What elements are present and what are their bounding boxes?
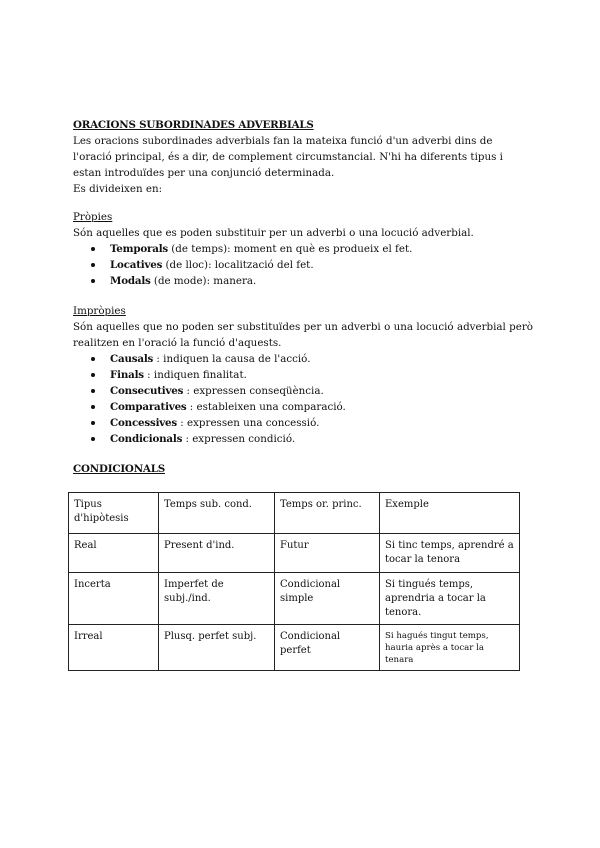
- impropies-heading: Impròpies: [73, 305, 126, 317]
- impropies-description: Són aquelles que no poden ser substituïdes per un adverbi o una locució adverbial però realitzen en l'oració la funció d'aquests.: [73, 321, 533, 349]
- table-cell: Incerta: [69, 573, 159, 625]
- list-item-text: : estableixen una comparació.: [186, 401, 346, 413]
- list-item-text: (de mode): manera.: [150, 275, 257, 287]
- section-impropies: [73, 303, 533, 447]
- condicionals-table: [68, 492, 520, 671]
- table-header-cell: Exemple: [380, 493, 520, 534]
- propies-list: [73, 241, 533, 289]
- table-cell: Si hagués tingut temps, hauria après a tocar la tenara: [380, 625, 520, 671]
- intro-paragraph: Les oracions subordinades adverbials fan la mateixa funció d'un adverbi dins de l'oració principal, és a dir, de complement circumstancial. N'hi ha diferents tipus i estan introduïdes per una conjunció determinada.: [73, 135, 503, 179]
- list-item-text: : indiquen finalitat.: [143, 369, 247, 381]
- table-cell: Real: [69, 534, 159, 573]
- list-item-term: Consecutives: [110, 385, 184, 397]
- list-item-text: : expressen condició.: [182, 433, 296, 445]
- intro-paragraph-2: Es divideixen en:: [73, 183, 163, 195]
- propies-description: Són aquelles que es poden substituir per un adverbi o una locució adverbial.: [73, 227, 474, 239]
- list-item-text: (de lloc): localització del fet.: [162, 259, 314, 271]
- list-item-term: Concessives: [110, 417, 178, 429]
- table-cell: Si tinc temps, aprendré a tocar la tenora: [380, 534, 520, 573]
- list-item-text: : indiquen la causa de l'acció.: [153, 353, 311, 365]
- list-item-term: Finals: [110, 369, 144, 381]
- section-condicionals: [73, 461, 533, 477]
- list-item-term: Temporals: [110, 243, 169, 255]
- list-item-text: (de temps): moment en què es produeix el fet.: [168, 243, 413, 255]
- table-row: [69, 534, 520, 573]
- list-item-term: Condicionals: [110, 433, 183, 445]
- table-header-cell: Temps sub. cond.: [159, 493, 275, 534]
- table-header-cell: Temps or. princ.: [275, 493, 380, 534]
- section-title: ORACIONS SUBORDINADES ADVERBIALS: [73, 119, 314, 131]
- impropies-list: [73, 351, 533, 447]
- table-cell: Present d'ind.: [159, 534, 275, 573]
- list-item: [73, 257, 533, 273]
- list-item-term: Locatives: [110, 259, 163, 271]
- list-item: [73, 383, 533, 399]
- table-header-cell: Tipus d'hipòtesis: [69, 493, 159, 534]
- list-item: [73, 351, 533, 367]
- table-row: [69, 573, 520, 625]
- list-item: [73, 367, 533, 383]
- table-cell: Futur: [275, 534, 380, 573]
- table-cell: Condicional simple: [275, 573, 380, 625]
- propies-heading: Pròpies: [73, 211, 113, 223]
- list-item: [73, 399, 533, 415]
- table-header-row: [69, 493, 520, 534]
- list-item: [73, 415, 533, 431]
- table-cell: Imperfet de subj./ind.: [159, 573, 275, 625]
- list-item-term: Causals: [110, 353, 154, 365]
- list-item-text: : expressen una concessió.: [177, 417, 320, 429]
- table-cell: Condicional perfet: [275, 625, 380, 671]
- section-propies: [73, 209, 533, 289]
- section-adverbials: [73, 117, 533, 197]
- list-item: [73, 431, 533, 447]
- list-item-term: Comparatives: [110, 401, 187, 413]
- list-item-term: Modals: [110, 275, 151, 287]
- table-row: [69, 625, 520, 671]
- table-cell: Si tingués temps, aprendria a tocar la tenora.: [380, 573, 520, 625]
- condicionals-title: CONDICIONALS: [73, 463, 165, 475]
- list-item: [73, 273, 533, 289]
- list-item-text: : expressen conseqüència.: [183, 385, 324, 397]
- table-cell: Irreal: [69, 625, 159, 671]
- table-cell: Plusq. perfet subj.: [159, 625, 275, 671]
- list-item: [73, 241, 533, 257]
